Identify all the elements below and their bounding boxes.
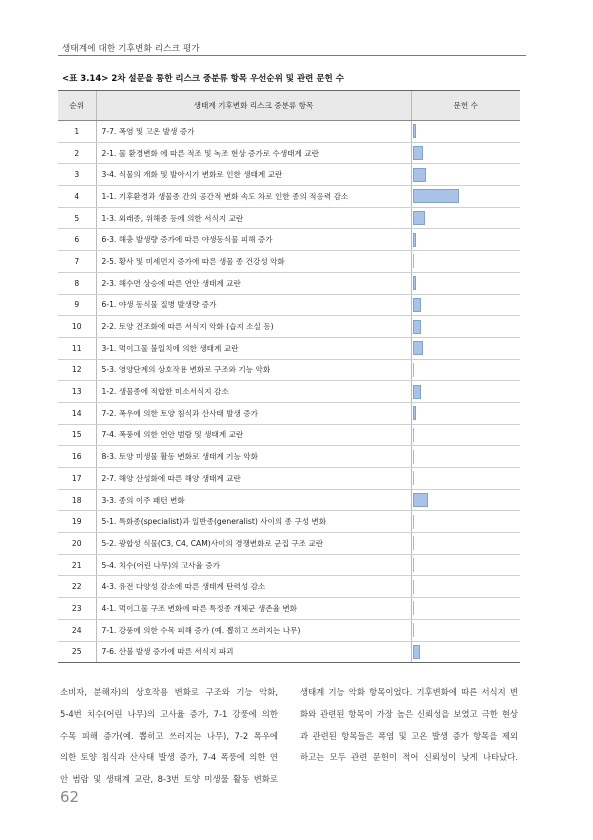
paper-count-cell bbox=[411, 272, 520, 294]
paper-count-bar bbox=[413, 254, 414, 268]
paper-count-bar bbox=[413, 276, 416, 290]
table-row bbox=[58, 272, 520, 294]
table-row bbox=[58, 511, 520, 533]
paper-count-cell bbox=[411, 576, 520, 598]
paper-count-cell bbox=[411, 489, 520, 511]
paper-count-bar bbox=[413, 385, 421, 399]
risk-item-cell: 7-2. 폭우에 의한 토양 침식과 산사태 발생 증가 bbox=[96, 402, 411, 424]
paper-count-bar bbox=[413, 428, 414, 442]
body-text-line: 수목 피해 증가(예. 뽑히고 쓰러지는 나무), 7-2 폭우에 bbox=[60, 730, 278, 741]
paper-count-cell bbox=[411, 251, 520, 273]
paper-count-bar bbox=[413, 189, 459, 203]
rank-cell: 15 bbox=[58, 424, 96, 446]
body-text-line: 화와 관련된 항목이 가장 높은 신뢰성을 보였고 극한 현상 bbox=[300, 708, 518, 719]
table-body bbox=[58, 121, 520, 663]
table-row bbox=[58, 576, 520, 598]
table-row bbox=[58, 121, 520, 143]
body-text-line: 소비자, 분해자)의 상호작용 변화로 구조와 기능 악화, bbox=[60, 687, 278, 697]
rank-cell: 18 bbox=[58, 489, 96, 511]
rank-cell: 8 bbox=[58, 272, 96, 294]
rank-cell: 14 bbox=[58, 402, 96, 424]
body-text-line: 의한 토양 침식과 산사태 발생 증가, 7-4 폭풍에 의한 연 bbox=[60, 752, 278, 763]
paper-count-cell bbox=[411, 641, 520, 663]
paper-count-bar bbox=[413, 341, 423, 355]
body-text-line: 5-4번 치수(어린 나무)의 고사율 증가, 7-1 강풍에 의한 bbox=[60, 708, 278, 719]
risk-item-cell: 5-4. 치수(어린 나무)의 고사율 증가 bbox=[96, 554, 411, 576]
risk-item-cell: 2-3. 해수면 상승에 따른 연안 생태계 교란 bbox=[96, 272, 411, 294]
paper-count-cell bbox=[411, 121, 520, 143]
paper-count-bar bbox=[413, 471, 414, 485]
table-row bbox=[58, 489, 520, 511]
paper-count-cell bbox=[411, 142, 520, 164]
paper-count-cell bbox=[411, 164, 520, 186]
rank-cell: 22 bbox=[58, 576, 96, 598]
paper-count-bar bbox=[413, 558, 414, 572]
risk-item-cell: 7-6. 산불 발생 증가에 따른 서식지 파괴 bbox=[96, 641, 411, 663]
paper-count-cell bbox=[411, 229, 520, 251]
paper-count-bar bbox=[413, 580, 414, 594]
paper-count-bar bbox=[413, 450, 414, 464]
paper-count-bar bbox=[413, 168, 426, 182]
rank-cell: 9 bbox=[58, 294, 96, 316]
paper-count-bar bbox=[413, 623, 414, 637]
rank-cell: 20 bbox=[58, 533, 96, 555]
rank-cell: 5 bbox=[58, 207, 96, 229]
body-text-line: 하고는 모두 관련 문헌이 적어 신뢰성이 낮게 나타났다. bbox=[300, 752, 518, 763]
paper-count-cell bbox=[411, 402, 520, 424]
rank-cell: 12 bbox=[58, 359, 96, 381]
table-row bbox=[58, 251, 520, 273]
rank-cell: 23 bbox=[58, 598, 96, 620]
paper-count-cell bbox=[411, 337, 520, 359]
table-header-row bbox=[58, 91, 520, 121]
table-row bbox=[58, 186, 520, 208]
risk-item-cell: 5-2. 광합성 식물(C3, C4, CAM)사이의 경쟁변화로 군집 구조 교란 bbox=[96, 533, 411, 555]
table-row bbox=[58, 142, 520, 164]
risk-item-cell: 6-1. 야생 동식물 질병 발생량 증가 bbox=[96, 294, 411, 316]
risk-item-cell: 6-3. 해충 발생량 증가에 따른 야생동식물 피해 증가 bbox=[96, 229, 411, 251]
paper-count-cell bbox=[411, 359, 520, 381]
risk-item-cell: 8-3. 토양 미생물 활동 변화로 생태계 기능 악화 bbox=[96, 446, 411, 468]
rank-cell: 3 bbox=[58, 164, 96, 186]
paper-count-cell bbox=[411, 294, 520, 316]
table-row bbox=[58, 446, 520, 468]
rank-cell: 4 bbox=[58, 186, 96, 208]
risk-item-cell: 2-2. 토양 건조화에 따른 서식지 악화 (습지 소실 등) bbox=[96, 316, 411, 338]
paper-count-cell bbox=[411, 381, 520, 403]
page-number: 62 bbox=[60, 788, 80, 806]
table-row bbox=[58, 229, 520, 251]
rank-cell: 25 bbox=[58, 641, 96, 663]
paper-count-cell bbox=[411, 446, 520, 468]
table-row bbox=[58, 619, 520, 641]
paper-count-cell bbox=[411, 468, 520, 490]
body-text-line: 생태계 기능 악화 항목이었다. 기후변화에 따른 서식지 변 bbox=[300, 687, 518, 697]
risk-item-cell: 3-3. 종의 이주 패턴 변화 bbox=[96, 489, 411, 511]
risk-item-cell: 7-4. 폭풍에 의한 연안 범람 및 생태계 교란 bbox=[96, 424, 411, 446]
table-row bbox=[58, 164, 520, 186]
risk-item-cell: 5-3. 영양단계의 상호작용 변화로 구조와 기능 악화 bbox=[96, 359, 411, 381]
rank-cell: 11 bbox=[58, 337, 96, 359]
rank-cell: 10 bbox=[58, 316, 96, 338]
rank-cell: 21 bbox=[58, 554, 96, 576]
table-row bbox=[58, 207, 520, 229]
running-head: 생태계에 대한 기후변화 리스크 평가 bbox=[62, 44, 200, 54]
rank-cell: 2 bbox=[58, 142, 96, 164]
paper-count-cell bbox=[411, 186, 520, 208]
rank-cell: 24 bbox=[58, 619, 96, 641]
header-rule bbox=[58, 55, 526, 56]
risk-item-cell: 1-2. 생물종에 적합한 미소서식지 감소 bbox=[96, 381, 411, 403]
table-row bbox=[58, 598, 520, 620]
paper-count-cell bbox=[411, 598, 520, 620]
risk-item-cell: 7-1. 강풍에 의한 수목 피해 증가 (예. 뽑히고 쓰러지는 나무) bbox=[96, 619, 411, 641]
paper-count-bar bbox=[413, 363, 414, 377]
rank-cell: 16 bbox=[58, 446, 96, 468]
paper-count-bar bbox=[413, 515, 414, 529]
body-text-left-column bbox=[60, 682, 278, 791]
rank-cell: 7 bbox=[58, 251, 96, 273]
table-row bbox=[58, 468, 520, 490]
table-row bbox=[58, 533, 520, 555]
risk-item-cell: 1-1. 기후환경과 생물종 간의 공간적 변화 속도 차로 인한 종의 적응력 감소 bbox=[96, 186, 411, 208]
paper-count-cell bbox=[411, 554, 520, 576]
paper-count-bar bbox=[413, 493, 428, 507]
risk-item-cell: 3-4. 식물의 개화 및 발아시기 변화로 인한 생태계 교란 bbox=[96, 164, 411, 186]
risk-priority-table bbox=[58, 90, 520, 663]
paper-count-bar bbox=[413, 406, 416, 420]
risk-item-cell: 5-1. 특화종(specialist)과 일반종(generalist) 사이의 종 구성 변화 bbox=[96, 511, 411, 533]
paper-count-cell bbox=[411, 316, 520, 338]
column-header-rank: 순위 bbox=[58, 91, 96, 121]
risk-item-cell: 4-1. 먹이그물 구조 변화에 따른 특정종 개체군 생존율 변화 bbox=[96, 598, 411, 620]
paper-count-bar bbox=[413, 124, 416, 138]
paper-count-bar bbox=[413, 298, 421, 312]
risk-item-cell: 2-5. 황사 및 미세먼지 증가에 따른 생물 종 건강성 악화 bbox=[96, 251, 411, 273]
paper-count-bar bbox=[413, 320, 421, 334]
paper-count-cell bbox=[411, 619, 520, 641]
paper-count-bar bbox=[413, 645, 420, 659]
risk-item-cell: 1-3. 외래종, 위해종 등에 의한 서식지 교란 bbox=[96, 207, 411, 229]
risk-item-cell: 2-7. 해양 산성화에 따른 해양 생태계 교란 bbox=[96, 468, 411, 490]
paper-count-cell bbox=[411, 511, 520, 533]
paper-count-cell bbox=[411, 207, 520, 229]
table-row bbox=[58, 294, 520, 316]
column-header-papers: 문헌 수 bbox=[411, 91, 520, 121]
table-row bbox=[58, 554, 520, 576]
table-row bbox=[58, 402, 520, 424]
body-text-right-column bbox=[300, 682, 518, 769]
body-text-line: 과 관련된 항목들은 폭염 및 고온 발생 증가 항목을 제외 bbox=[300, 730, 518, 741]
paper-count-bar bbox=[413, 146, 423, 160]
table-row bbox=[58, 424, 520, 446]
rank-cell: 13 bbox=[58, 381, 96, 403]
paper-count-bar bbox=[413, 601, 414, 615]
risk-item-cell: 2-1. 물 환경변화 에 따른 적조 및 녹조 현상 증가로 수생태계 교란 bbox=[96, 142, 411, 164]
rank-cell: 6 bbox=[58, 229, 96, 251]
paper-count-cell bbox=[411, 424, 520, 446]
table-row bbox=[58, 337, 520, 359]
paper-count-bar bbox=[413, 536, 414, 550]
table-title: <표 3.14> 2차 설문을 통한 리스크 중분류 항목 우선순위 및 관련 문헌 수 bbox=[62, 74, 344, 84]
table-row bbox=[58, 359, 520, 381]
body-text-line: 안 범람 및 생태계 교란, 8-3번 토양 미생물 활동 변화로 bbox=[60, 774, 278, 785]
column-header-item: 생태계 기후변화 리스크 중분류 항목 bbox=[96, 91, 411, 121]
table-row bbox=[58, 641, 520, 663]
rank-cell: 17 bbox=[58, 468, 96, 490]
rank-cell: 19 bbox=[58, 511, 96, 533]
paper-count-bar bbox=[413, 211, 425, 225]
table-row bbox=[58, 316, 520, 338]
risk-item-cell: 3-1. 먹이그물 불일치에 의한 생태계 교란 bbox=[96, 337, 411, 359]
risk-item-cell: 7-7. 폭염 및 고온 발생 증가 bbox=[96, 121, 411, 143]
risk-item-cell: 4-3. 유전 다양성 감소에 따른 생태계 탄력성 감소 bbox=[96, 576, 411, 598]
rank-cell: 1 bbox=[58, 121, 96, 143]
paper-count-bar bbox=[413, 233, 416, 247]
table-row bbox=[58, 381, 520, 403]
paper-count-cell bbox=[411, 533, 520, 555]
